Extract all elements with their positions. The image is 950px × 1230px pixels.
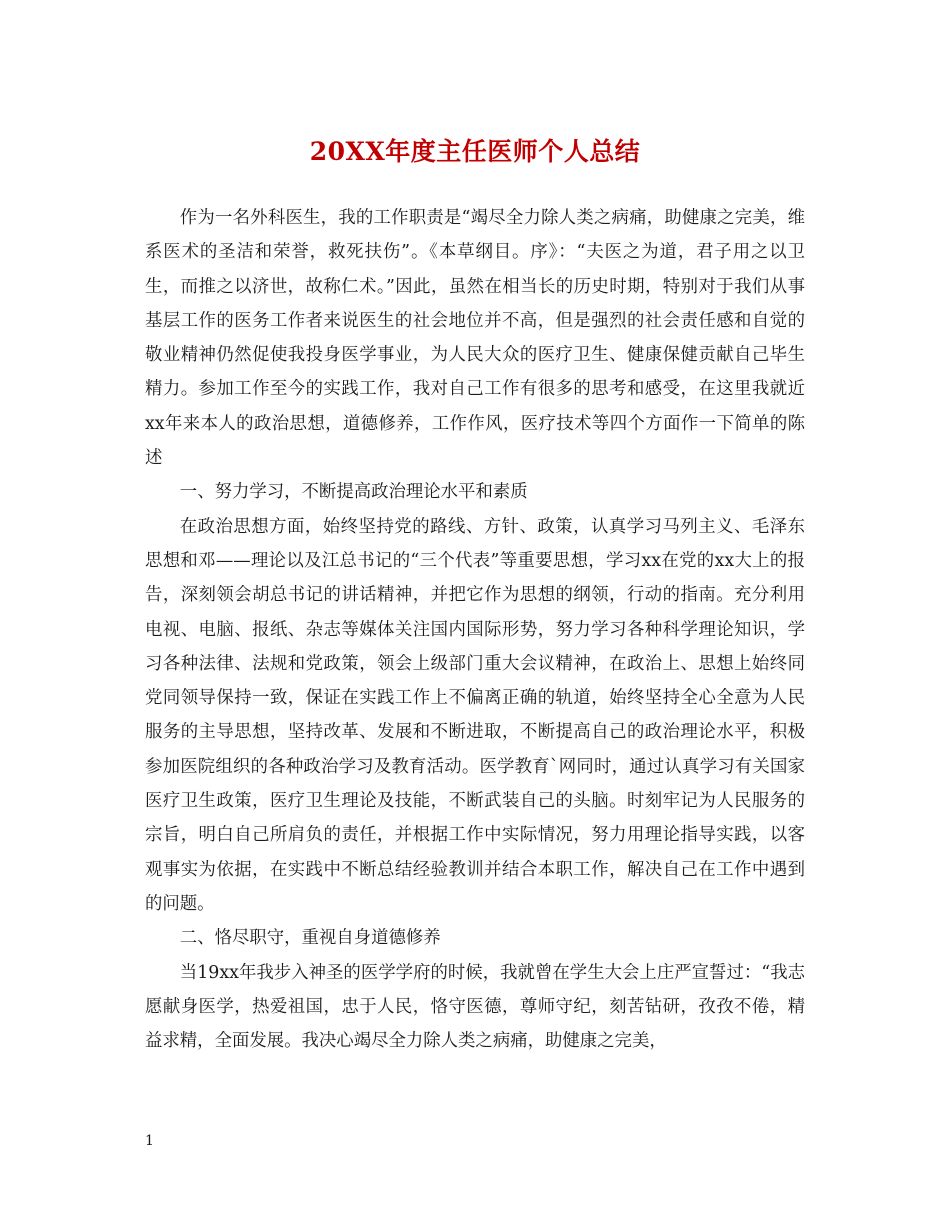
page-number: 1 — [145, 1133, 154, 1149]
document-title: 20XX年度主任医师个人总结 — [309, 137, 641, 166]
section-heading-1: 一、努力学习，不断提高政治理论水平和素质 — [179, 482, 528, 503]
document-body — [145, 201, 805, 1058]
paragraph-oath: 当19xx年我步入神圣的医学学府的时候，我就曾在学生大会上庄严宣誓过：“我志愿献身医学，热爱祖国，忠于人民，恪守医德，尊师守纪，刻苦钻研，孜孜不倦，精益求精，全面发展。我决心竭尽全力除人类之病痛，助健康之完美， — [145, 962, 805, 1052]
paragraph-politics: 在政治思想方面，始终坚持党的路线、方针、政策，认真学习马列主义、毛泽东思想和邓——理论以及江总书记的“三个代表”等重要思想，学习xx在党的xx大上的报告，深刻领会胡总书记的讲话精神，并把它作为思想的纲领，行动的指南。充分利用电视、电脑、报纸、杂志等媒体关注国内国际形势，努力学习各种科学理论知识，学习各种法律、法规和党政策，领会上级部门重大会议精神，在政治上、思想上始终同党同领导保持一致，保证在实践工作上不偏离正确的轨道，始终坚持全心全意为人民服务的主导思想，坚持改革、发展和不断进取，不断提高自己的政治理论水平，积极参加医院组织的各种政治学习及教育活动。医学教育`网同时，通过认真学习有关国家医疗卫生政策，医疗卫生理论及技能，不断武装自己的头脑。时刻牢记为人民服务的宗旨，明白自己所肩负的责任，并根据工作中实际情况，努力用理论指导实践，以客观事实为依据，在实践中不断总结经验教训并结合本职工作，解决自己在工作中遇到的问题。 — [145, 516, 805, 914]
paragraph-intro: 作为一名外科医生，我的工作职责是“竭尽全力除人类之病痛，助健康之完美，维系医术的圣洁和荣誉，救死扶伤”。《本草纲目。序》：“夫医之为道，君子用之以卫生，而推之以济世，故称仁术。”因此，虽然在相当长的历史时期，特别对于我们从事基层工作的医务工作者来说医生的社会地位并不高，但是强烈的社会责任感和自觉的敬业精神仍然促使我投身医学事业，为人民大众的医疗卫生、健康保健贡献自己毕生精力。参加工作至今的实践工作，我对自己工作有很多的思考和感受，在这里我就近xx年来本人的政治思想，道德修养，工作作风，医疗技术等四个方面作一下简单的陈述 — [145, 208, 805, 469]
section-heading-2: 二、恪尽职守，重视自身道德修养 — [179, 928, 441, 949]
